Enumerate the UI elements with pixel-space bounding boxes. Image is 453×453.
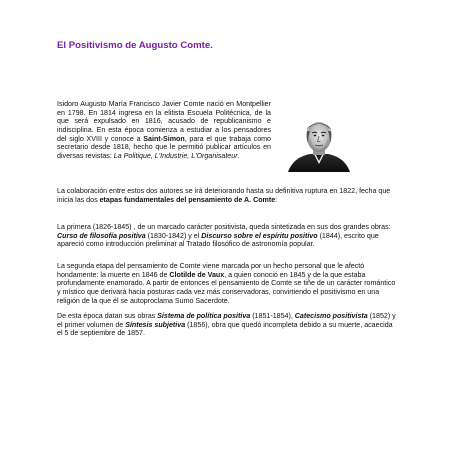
p3-text-2: , a quien conoció en 1845 y de la que estaba profundamente enamorado. A partir de entonces el pensamiento de Comte se tiñe de un carácter romántico y místico que derivará hacia posturas cada vez más conservadoras, convirtiendo el positivismo en una religión de la que él se autoproclama Sumo Sacerdote.	[57, 270, 396, 305]
p1-text-2: :	[275, 195, 278, 204]
p1-bold: etapas fundamentales del pensamiento de A. Comte	[99, 195, 276, 204]
paragraph-primera-etapa	[57, 223, 397, 249]
work-discurso: Discurso sobre el espíritu positivo	[201, 231, 318, 240]
work-catecismo: Catecismo positivista	[294, 312, 368, 320]
p2-text-1: La primera (1826-1845) , de un marcado carácter positivista, queda sintetizada en sus dos grandes obras:	[57, 223, 391, 231]
p2-text-2: (1830-1842) y el	[145, 231, 202, 240]
p3-text-1: La segunda etapa del pensamiento de Comte viene marcada por un hecho personal que le afectó hondamente: la muerte en 1846 de	[57, 262, 365, 279]
p4-text-1: De esta época datan sus obras	[57, 312, 158, 320]
intro-paragraph	[57, 100, 271, 161]
work-sistema-politica: Sistema de política positiva	[157, 312, 251, 320]
paragraph-obras	[57, 312, 397, 338]
work-sintesis: Síntesis subjetiva	[125, 320, 186, 329]
work-curso-filosofia: Curso de filosofía positiva	[57, 231, 146, 240]
intro-text-2: , para el que trabaja como secretario desde 1818, hecho que le permitió publicar artículos en diversas revistas:	[57, 134, 271, 160]
intro-text-3: .	[237, 151, 240, 160]
p2-text-3: (1844), escrito que apareció como introducción preliminar al Tratado filosófico de astronomía popular.	[57, 231, 379, 249]
intro-text-1: Isidoro Augusto María Francisco Javier Comte nació en Montpellier en 1798. En 1814 ingresa en la elitista Escuela Politécnica, de la que será expulsado en 1816, acusado de republicanismo e indisciplina. En esta época comienza a estudiar a los pensadores del siglo XVIII y conoce a	[57, 100, 271, 143]
p1-text-1: La colaboración entre estos dos autores se irá deteriorando hasta su definitiva ruptura en 1822, fecha que inicia las dos	[57, 187, 391, 204]
paragraph-segunda-etapa	[57, 262, 397, 305]
p4-text-4: (1856), obra que quedó incompleta debido a su muerte, acaecida el 5 de septiembre de 1857.	[57, 320, 393, 338]
journal-names: La Politique, L'Industrie, L'Organisateur	[113, 151, 238, 160]
p4-text-3: (1852) y el primer volumen de	[57, 312, 396, 329]
p4-text-2: (1851-1854),	[250, 312, 295, 320]
paragraph-ruptura	[57, 187, 397, 204]
saint-simon-name: Saint-Simon	[143, 134, 185, 143]
clotilde-name: Clotilde de Vaux	[169, 270, 225, 279]
document-title: El Positivismo de Augusto Comte.	[57, 40, 213, 51]
portrait-photo	[286, 117, 352, 172]
